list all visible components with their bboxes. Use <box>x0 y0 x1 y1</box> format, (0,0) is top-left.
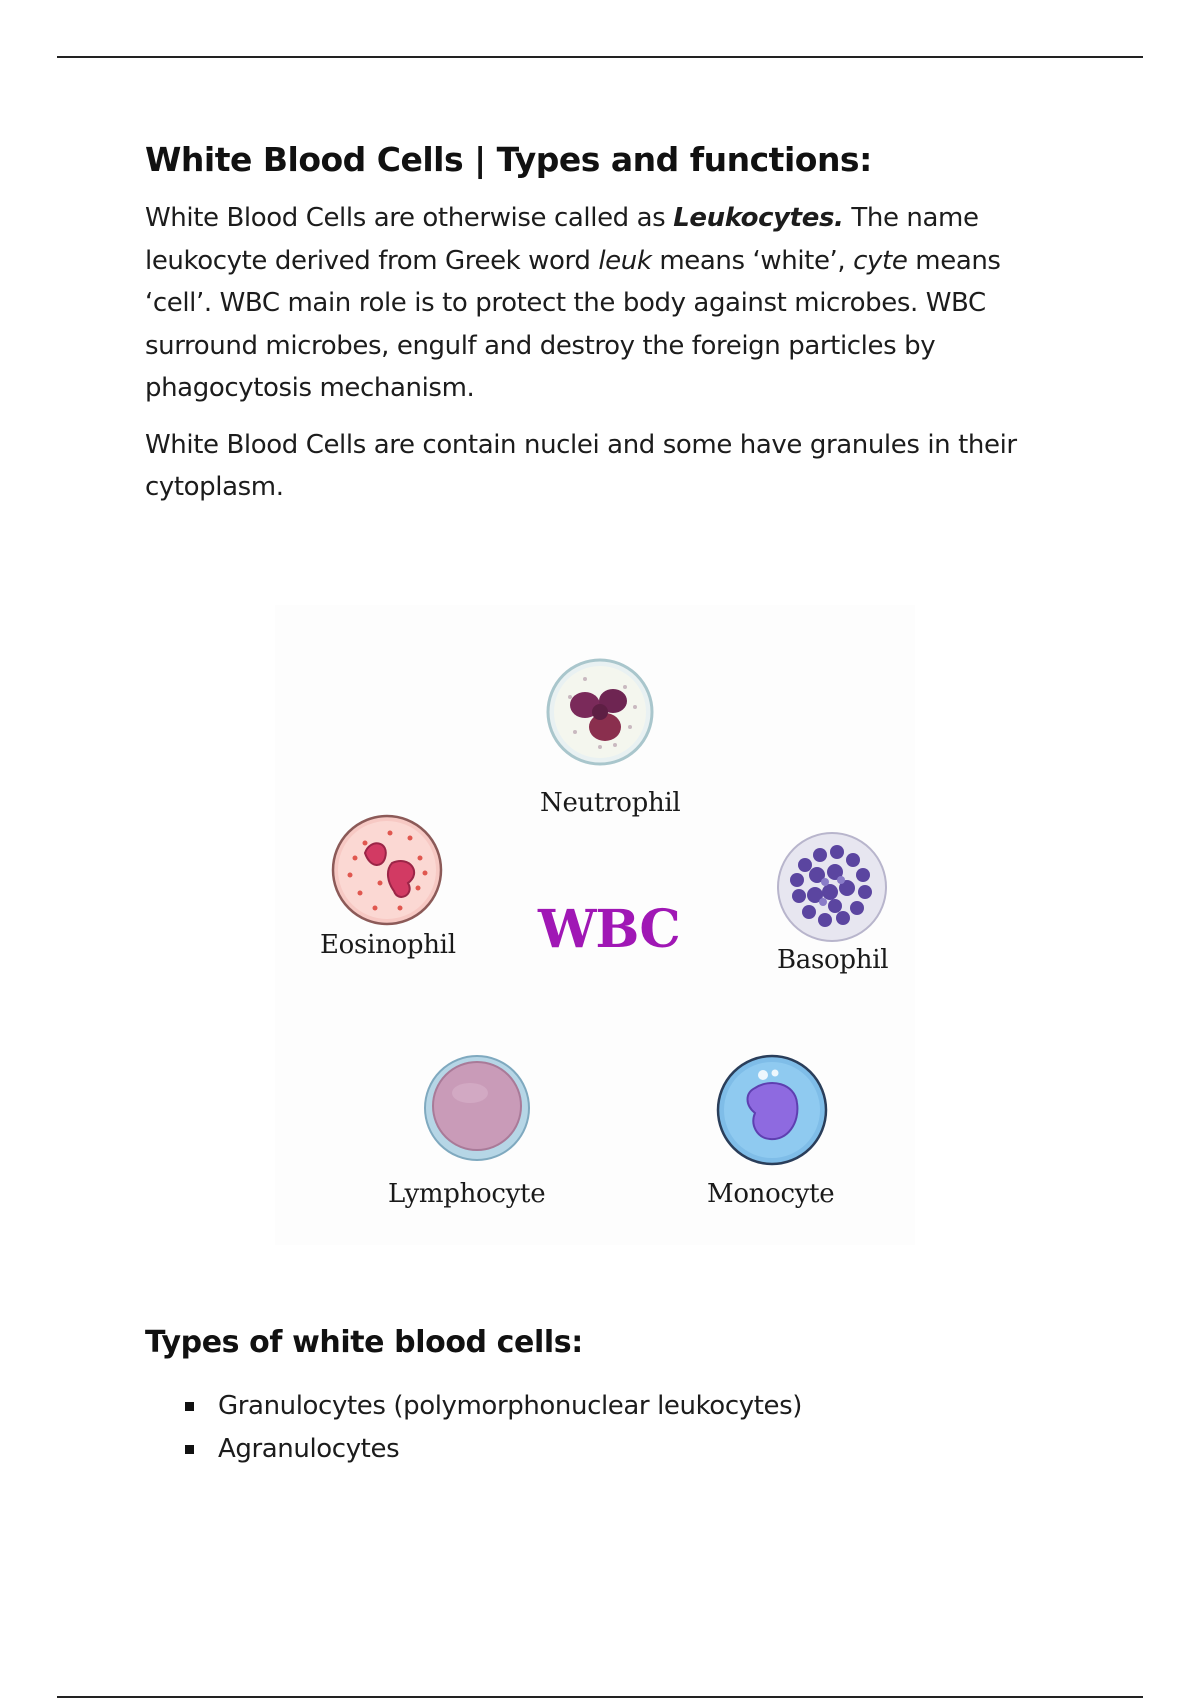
lymphocyte-label: Lymphocyte <box>388 1179 546 1209</box>
list-item: Agranulocytes <box>145 1428 802 1471</box>
intro-paragraph: White Blood Cells are otherwise called as Leukocytes. The name leukocyte derived from Greek word leuk means ‘white’, cyte means ‘cell’. WBC main role is to protect the body against microbes. WBC surround microbes, engulf and destroy the foreign particles by phagocytosis mechanism. <box>145 203 1001 403</box>
list-item: Granulocytes (polymorphonuclear leukocytes) <box>145 1385 802 1428</box>
cyte-term: cyte <box>853 245 908 276</box>
basophil-label: Basophil <box>777 945 889 975</box>
wbc-center-label: WBC <box>538 899 680 960</box>
eosinophil-cell-icon <box>330 813 445 928</box>
eosinophil-label: Eosinophil <box>320 930 456 960</box>
neutrophil-cell-icon <box>545 657 655 767</box>
square-bullet-icon <box>185 1402 194 1411</box>
lymphocyte-cell-icon <box>422 1053 532 1163</box>
types-list <box>145 1385 802 1471</box>
square-bullet-icon <box>185 1445 194 1454</box>
neutrophil-label: Neutrophil <box>540 788 681 818</box>
top-rule <box>57 56 1143 58</box>
bottom-rule <box>57 1696 1143 1698</box>
monocyte-label: Monocyte <box>707 1179 835 1209</box>
document-body <box>145 140 1065 523</box>
leuk-term: leuk <box>598 245 652 276</box>
types-heading: Types of white blood cells: <box>145 1325 583 1360</box>
monocyte-cell-icon <box>715 1053 830 1168</box>
basophil-cell-icon <box>775 830 890 945</box>
leukocytes-term: Leukocytes. <box>673 203 844 233</box>
page-title: White Blood Cells | Types and functions: <box>145 140 872 179</box>
wbc-figure <box>275 605 915 1245</box>
nuclei-paragraph: White Blood Cells are contain nuclei and some have granules in their cytoplasm. <box>145 429 1017 502</box>
